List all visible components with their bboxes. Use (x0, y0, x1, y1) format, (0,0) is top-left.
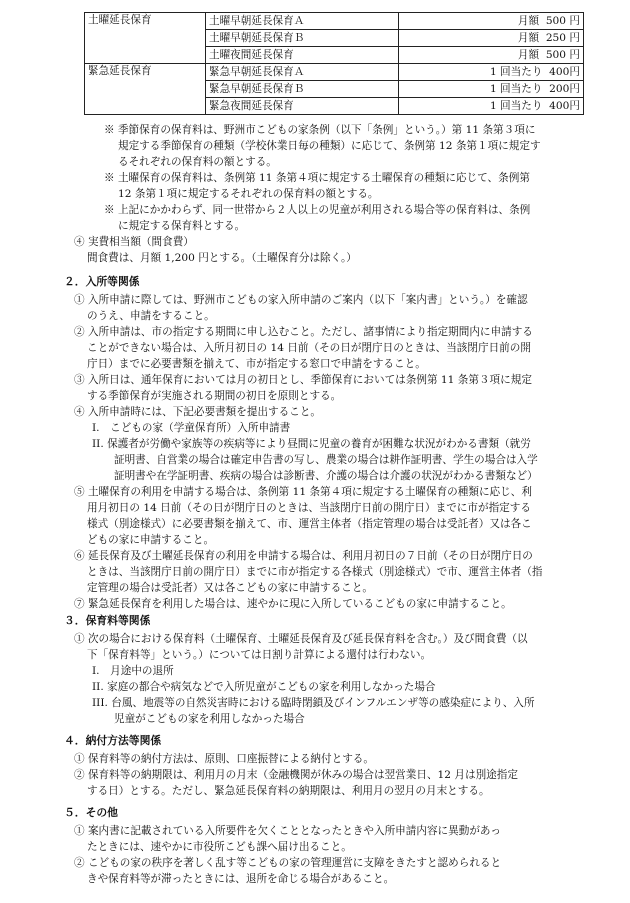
price-amount: 400円 (549, 65, 580, 78)
list-line: ① 案内書に記載されている入所要件を欠くこととなったときや入所申請内容に異動があっ (74, 825, 502, 837)
service-name-cell: 土曜早朝延長保育Ａ (206, 13, 399, 30)
price-cell (399, 13, 584, 30)
price-amount: 500 円 (545, 14, 580, 27)
list-line: する季節保育が実施される期間の初日を原則とする。 (87, 390, 342, 402)
service-name-cell: 土曜早朝延長保育Ｂ (206, 30, 399, 47)
category-cell: 緊急延長保育 (85, 64, 206, 115)
section-payment (64, 733, 518, 799)
service-name-cell: 緊急早朝延長保育Ａ (206, 64, 399, 81)
list-item (64, 631, 535, 727)
note-line: ※ 土曜保育の保育料は、条例第 11 条第４項に規定する土曜保育の種類に応じて、条例第 (104, 172, 530, 184)
price-unit: 1 回当たり (489, 65, 543, 78)
list-line: ⑥ 延長保育及び土曜延長保育の利用を申請する場合は、利用月初日の７日前（その日が閉庁日の (74, 550, 533, 562)
list-line: ① 次の場合における保育料（土曜保育、土曜延長保育及び延長保育料を含む。）及び間食費（以 (74, 633, 528, 645)
list-line: ① 保育料等の納付方法は、原則、口座振替による納付とする。 (74, 753, 374, 765)
section-heading: ４．納付方法等関係 (64, 734, 162, 747)
table-row (85, 64, 584, 81)
list-line: きや保育料等が滞ったときには、退所を命じる場合があること。 (87, 873, 395, 885)
section-heading: ３．保育料等関係 (64, 614, 151, 627)
list-item (64, 751, 518, 799)
meal-fee-text: 間食費は、月額 1,200 円とする。（土曜保育分は除く。） (87, 252, 357, 264)
list-line: ⑤ 土曜保育の利用を申請する場合は、条例第 11 条第４項に規定する土曜保育の種類に応じ、利 (74, 486, 532, 498)
note-line: ※ 上記にかかわらず、同一世帯から２人以上の児童が利用される場合等の保育料は、条例 (104, 204, 531, 216)
list-line: する日）とする。ただし、緊急延長保育料の納期限は、利用月の翌月の月末とする。 (87, 785, 490, 797)
list-line: ② こどもの家の秩序を著しく乱す等こどもの家の管理運営に支障をきたすと認められると (74, 857, 502, 869)
list-line: 児童がこどもの家を利用しなかった場合 (114, 713, 305, 725)
fee-notes (104, 122, 541, 234)
note-line: るそれぞれの保育料の額とする。 (118, 156, 277, 168)
service-name-cell: 緊急早朝延長保育Ｂ (206, 81, 399, 98)
price-cell (399, 81, 584, 98)
list-line: II. 家庭の都合や病気などで入所児童がこどもの家を利用しなかった場合 (92, 681, 436, 693)
price-cell (399, 47, 584, 64)
list-line: ② 入所申請は、市の指定する期間に申し込むこと。ただし、諸事情により指定期間内に申請する (74, 326, 533, 338)
note-line: 規定する季節保育の種類（学校休業日毎の種類）に応じて、条例第 12 条第１項に規定す (118, 140, 541, 152)
note-line: に規定する保育料とする。 (118, 220, 246, 232)
list-line: ③ 入所日は、通年保育においては月の初日とし、季節保育においては条例第 11 条第３項に規定 (74, 374, 532, 386)
section-enrollment (64, 274, 543, 612)
list-line: ④ 入所申請時には、下記必要書類を提出すること。 (74, 406, 322, 418)
price-unit: 月額 (517, 48, 540, 61)
list-line: ことができない場合は、入所月初日の 14 日前（その日が閉庁日のときは、当該閉庁日前の開 (87, 342, 531, 354)
price-amount: 400円 (549, 99, 580, 112)
price-unit: 月額 (517, 14, 540, 27)
price-cell (399, 30, 584, 47)
section-heading: ５．その他 (64, 806, 118, 819)
table-row (85, 13, 584, 30)
service-name-cell: 緊急夜間延長保育 (206, 98, 399, 115)
list-line: I. こどもの家（学童保育所）入所申請書 (92, 422, 291, 434)
note-line: 12 条第１項に規定するそれぞれの保育料の額とする。 (118, 188, 379, 200)
list-item (64, 292, 543, 612)
service-name-cell: 土曜夜間延長保育 (206, 47, 399, 64)
list-line: ① 入所申請に際しては、野洲市こどもの家入所申請のご案内（以下「案内書」という。）を確認 (74, 294, 528, 306)
section-heading: ２．入所等関係 (64, 275, 140, 288)
list-item (64, 823, 501, 887)
price-amount: 250 円 (545, 31, 580, 44)
list-line: 定管理の場合は受託者）又は各こどもの家に申請すること。 (87, 582, 374, 594)
list-line: のうえ、申請をすること。 (87, 310, 215, 322)
price-amount: 500 円 (545, 48, 580, 61)
list-line: ⑦ 緊急延長保育を利用した場合は、速やかに現に入所しているこどもの家に申請すること。 (74, 598, 512, 610)
section-other (64, 805, 501, 887)
list-line: ときは、当該閉庁日前の開庁日）までに市が指定する各様式（別途様式）で市、運営主体者（指 (87, 566, 543, 578)
list-line: 庁日）までに必要書類を揃えて、市が指定する窓口で申請をすること。 (87, 358, 426, 370)
section-fees (64, 613, 535, 727)
price-unit: 1 回当たり (489, 82, 543, 95)
list-line: たときには、速やかに市役所こども課へ届け出ること。 (87, 841, 352, 853)
list-line: 下「保育料等」という。）については日割り計算による還付は行わない。 (87, 649, 432, 661)
note-line: ※ 季節保育の保育料は、野洲市こどもの家条例（以下「条例」という。）第 11 条第３項に (104, 124, 536, 136)
price-unit: 月額 (517, 31, 540, 44)
meal-fee-section (74, 234, 357, 266)
price-cell (399, 98, 584, 115)
list-line: 証明書、自営業の場合は確定申告書の写し、農業の場合は耕作証明書、学生の場合は入学 (114, 454, 538, 466)
list-line: どもの家に申請すること。 (87, 534, 215, 546)
list-line: 証明書や在学証明書、疾病の場合は診断書、介護の場合は介護の状況がわかる書類など） (114, 470, 538, 482)
list-line: ② 保育料等の納期限は、利用月の月末（金融機関が休みの場合は翌営業日、12 月は別途指定 (74, 769, 518, 781)
list-line: 様式（別途様式）に必要書類を揃えて、市、運営主体者（指定管理の場合は受託者）又は各こ (87, 518, 532, 530)
category-cell: 土曜延長保育 (85, 13, 206, 64)
list-line: 用月初日の 14 日前（その日が閉庁日のときは、当該閉庁日前の開庁日）までに市が指定する (87, 502, 531, 514)
list-line: III. 台風、地震等の自然災害時における臨時閉鎖及びインフルエンザ等の感染症により、入所 (92, 697, 535, 709)
price-cell (399, 64, 584, 81)
list-line: II. 保護者が労働や家族等の疾病等により昼間に児童の養育が困難な状況がわかる書類（就労 (92, 438, 531, 450)
price-amount: 200円 (549, 82, 580, 95)
fee-table (84, 12, 584, 115)
meal-fee-heading: ④ 実費相当額（間食費） (74, 236, 194, 248)
price-unit: 1 回当たり (489, 99, 543, 112)
list-line: I. 月途中の退所 (92, 665, 174, 677)
